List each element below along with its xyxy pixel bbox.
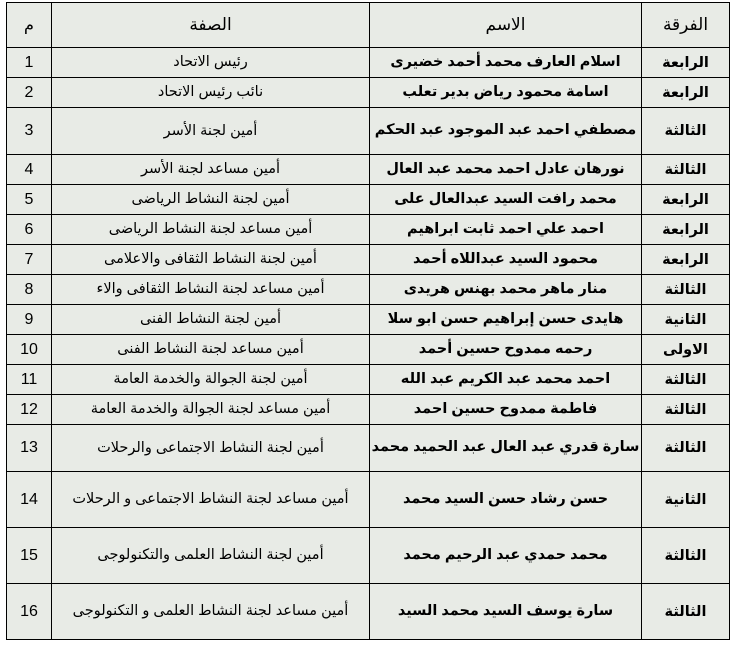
cell-role: أمين مساعد لجنة النشاط الاجتماعى و الرحلات [52,472,370,528]
table-row [7,108,730,155]
cell-number: 4 [7,155,52,185]
cell-name: اسامة محمود رياض بدير تعلب [370,78,642,108]
table-row [7,425,730,472]
cell-role: أمين لجنة الأسر [52,108,370,155]
cell-team: الثالثة [642,584,730,640]
table-row [7,185,730,215]
column-header-team: الفرقة [642,3,730,48]
table-row [7,215,730,245]
cell-role: أمين مساعد لجنة النشاط الثقافى والاء [52,275,370,305]
table-row [7,305,730,335]
table-row [7,472,730,528]
column-header-name: الاسم [370,3,642,48]
table-row [7,245,730,275]
cell-name: حسن رشاد حسن السيد محمد [370,472,642,528]
table-row [7,365,730,395]
cell-number: 15 [7,528,52,584]
cell-number: 7 [7,245,52,275]
cell-role: أمين مساعد لجنة النشاط الرياضى [52,215,370,245]
cell-number: 3 [7,108,52,155]
table-row [7,48,730,78]
cell-team: الثالثة [642,275,730,305]
cell-role: نائب رئيس الاتحاد [52,78,370,108]
cell-name: محمود السيد عبداللاه أحمد [370,245,642,275]
table-row [7,528,730,584]
cell-team: الرابعة [642,245,730,275]
cell-name: احمد علي احمد ثابت ابراهيم [370,215,642,245]
cell-number: 5 [7,185,52,215]
cell-name: سارة قدري عبد العال عبد الحميد محمد [370,425,642,472]
cell-team: الثانية [642,305,730,335]
cell-number: 13 [7,425,52,472]
cell-role: أمين لجنة النشاط الثقافى والاعلامى [52,245,370,275]
cell-role: أمين مساعد لجنة النشاط العلمى و التكنولوجى [52,584,370,640]
cell-role: أمين لجنة النشاط الرياضى [52,185,370,215]
cell-team: الرابعة [642,48,730,78]
cell-number: 2 [7,78,52,108]
cell-name: محمد رافت السيد عبدالعال على [370,185,642,215]
cell-number: 12 [7,395,52,425]
cell-team: الثالثة [642,108,730,155]
table-header [7,3,730,48]
cell-role: أمين لجنة النشاط العلمى والتكنولوجى [52,528,370,584]
table-row [7,335,730,365]
student-union-roster-table [6,2,730,640]
cell-role: أمين لجنة النشاط الاجتماعى والرحلات [52,425,370,472]
cell-team: الرابعة [642,78,730,108]
cell-number: 8 [7,275,52,305]
table-body [7,48,730,640]
cell-number: 10 [7,335,52,365]
cell-team: الاولى [642,335,730,365]
cell-role: أمين لجنة الجوالة والخدمة العامة [52,365,370,395]
table-row [7,155,730,185]
cell-team: الثالثة [642,365,730,395]
cell-role: أمين لجنة النشاط الفنى [52,305,370,335]
cell-number: 9 [7,305,52,335]
cell-name: هايدى حسن إبراهيم حسن ابو سلا [370,305,642,335]
cell-name: نورهان عادل احمد محمد عبد العال [370,155,642,185]
cell-name: منار ماهر محمد بهنس هريدى [370,275,642,305]
cell-number: 11 [7,365,52,395]
cell-name: رحمه ممدوح حسين أحمد [370,335,642,365]
cell-number: 14 [7,472,52,528]
cell-team: الثالثة [642,395,730,425]
cell-number: 6 [7,215,52,245]
column-header-role: الصفة [52,3,370,48]
cell-name: اسلام العارف محمد أحمد خضيرى [370,48,642,78]
cell-name: مصطفي احمد عبد الموجود عبد الحكم [370,108,642,155]
cell-team: الرابعة [642,215,730,245]
cell-number: 16 [7,584,52,640]
table-row [7,584,730,640]
cell-team: الرابعة [642,185,730,215]
table-row [7,275,730,305]
column-header-number: م [7,3,52,48]
cell-team: الثالثة [642,155,730,185]
cell-team: الثانية [642,472,730,528]
cell-role: رئيس الاتحاد [52,48,370,78]
cell-name: فاطمة ممدوح حسين احمد [370,395,642,425]
table-row [7,78,730,108]
cell-role: أمين مساعد لجنة الجوالة والخدمة العامة [52,395,370,425]
cell-number: 1 [7,48,52,78]
cell-name: احمد محمد عبد الكريم عبد الله [370,365,642,395]
cell-team: الثالثة [642,528,730,584]
table-header-row [7,3,730,48]
cell-team: الثالثة [642,425,730,472]
cell-role: أمين مساعد لجنة الأسر [52,155,370,185]
cell-name: محمد حمدي عبد الرحيم محمد [370,528,642,584]
table-row [7,395,730,425]
cell-role: أمين مساعد لجنة النشاط الفنى [52,335,370,365]
roster-document [0,2,736,669]
cell-name: سارة يوسف السيد محمد السيد [370,584,642,640]
